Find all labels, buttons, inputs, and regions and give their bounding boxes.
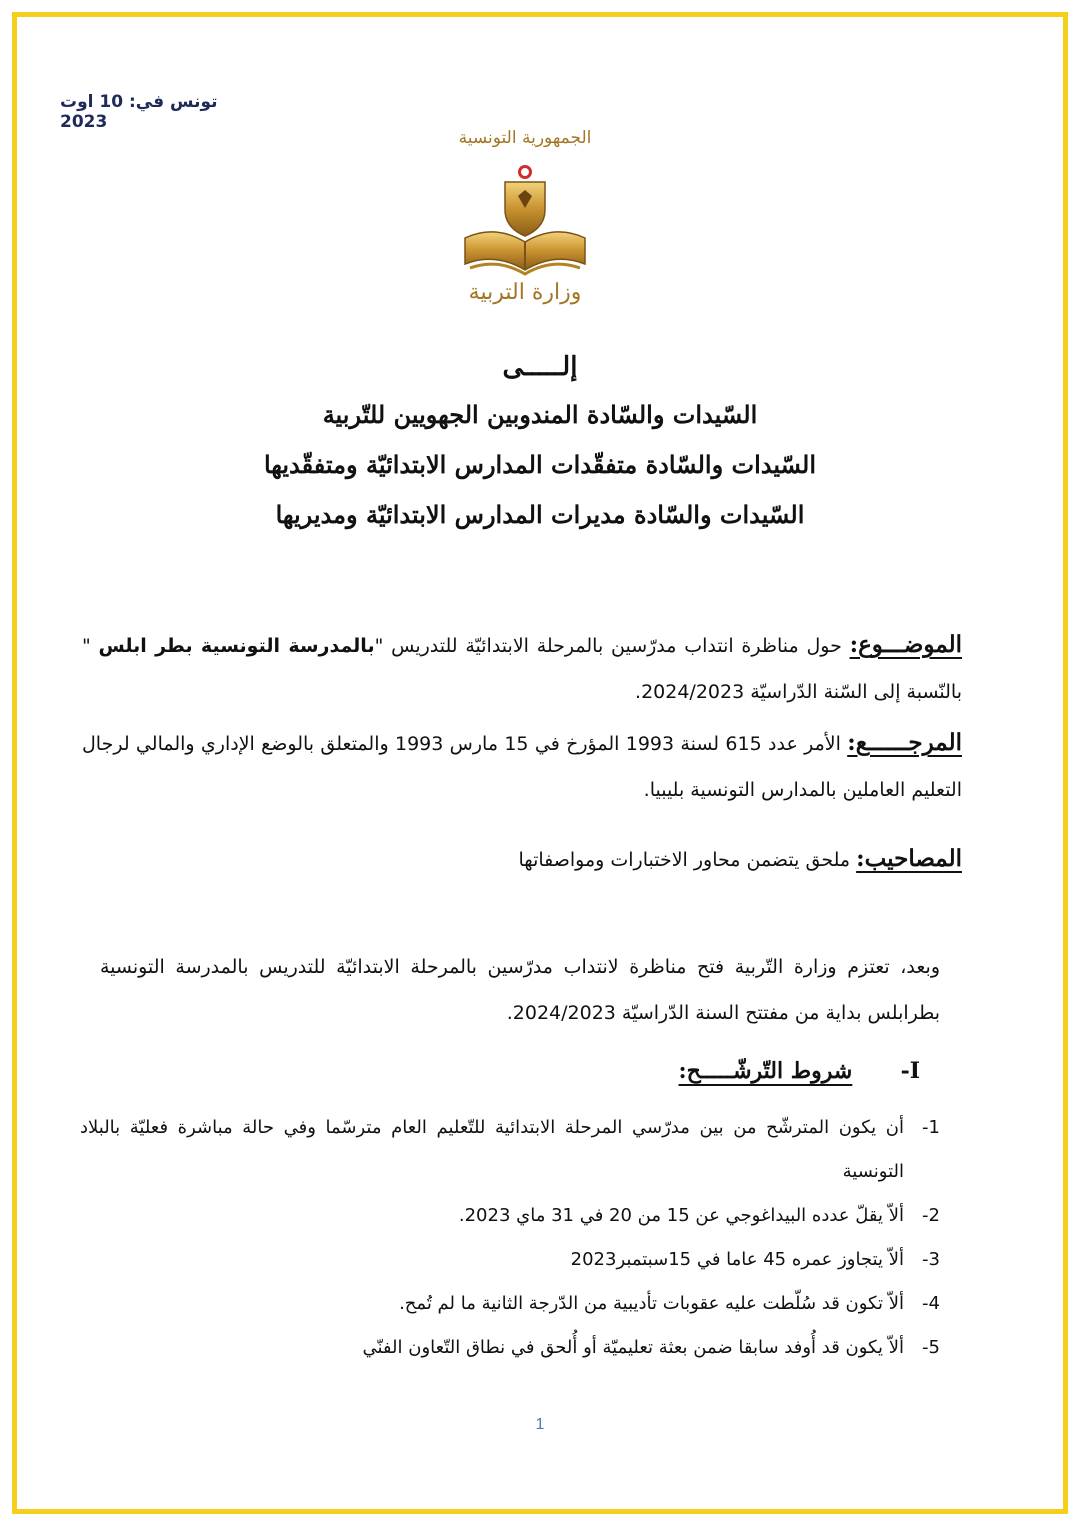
list-item [80, 1238, 940, 1282]
list-item [80, 1194, 940, 1238]
subject-paragraph [82, 622, 962, 715]
subject-label: الموضـــوع: [849, 631, 963, 658]
condition-text: ألاّ يتجاوز عمره 45 عاما في 15سبتمبر2023 [570, 1249, 904, 1270]
addressee-line-3: السّيدات والسّادة مديرات المدارس الابتدائيّة ومديريها [275, 500, 805, 529]
addressees-to: إلـــــى [502, 352, 578, 382]
condition-text: ألاّ تكون قد سُلّطت عليه عقوبات تأديبية من الدّرجة الثانية ما لم تُمح. [399, 1293, 904, 1314]
addressee-line-2: السّيدات والسّادة متفقّدات المدارس الابتدائيّة ومتفقّديها [263, 450, 817, 479]
date-label: تونس في: [129, 92, 218, 112]
list-item [80, 1282, 940, 1326]
subject-text-bold: بالمدرسة التونسية بطر ابلس [98, 635, 375, 657]
reference-paragraph [82, 720, 962, 813]
document-date [60, 92, 260, 132]
subject-text-part2: " بالنّسبة إلى السّنة الدّراسيّة 2024/2023. [82, 635, 962, 703]
attachments-label: المصاحيب: [856, 845, 962, 872]
section-title: شروط التّرشّـــــح: [678, 1058, 853, 1084]
attachments-paragraph [82, 836, 962, 883]
condition-number: 4- [922, 1293, 940, 1314]
list-item [80, 1106, 940, 1194]
page-number: 1 [535, 1416, 545, 1433]
subject-text-part1: حول مناظرة انتداب مدرّسين بالمرحلة الابتدائيّة للتدريس " [374, 635, 842, 657]
condition-number: 2- [922, 1205, 940, 1226]
addressee-line-1: السّيدات والسّادة المندوبين الجهويين للتّربية [322, 400, 758, 429]
condition-text: ألاّ يقلّ عدده البيداغوجي عن 15 من 20 في 31 ماي 2023. [458, 1205, 904, 1226]
section-heading [520, 1058, 920, 1084]
condition-text: ألاّ يكون قد أُوفد سابقا ضمن بعثة تعليميّة أو أُلحق في نطاق التّعاون الفنّي [362, 1337, 904, 1358]
reference-text: الأمر عدد 615 لسنة 1993 المؤرخ في 15 مارس 1993 والمتعلق بالوضع الإداري والمالي لرجال التعليم العاملين بالمدارس التونسية بليبيا. [82, 733, 962, 801]
condition-number: 5- [922, 1337, 940, 1358]
list-item [80, 1326, 940, 1370]
condition-text: أن يكون المترشّح من بين مدرّسي المرحلة الابتدائية للتّعليم العام مترسّما وفي حالة مباشرة فعليّة بالبلاد التونسية [80, 1117, 904, 1182]
republic-name: الجمهورية التونسية [458, 128, 592, 148]
conditions-list [80, 1106, 940, 1370]
body-paragraph: وبعد، تعتزم وزارة التّربية فتح مناظرة لانتداب مدرّسين بالمرحلة الابتدائيّة للتدريس بالمدرسة التونسية بطرابلس بداية من مفتتح السنة الدّراسيّة 2024/2023. [100, 956, 940, 1024]
ministry-name: وزارة التربية [468, 280, 582, 305]
condition-number: 3- [922, 1249, 940, 1270]
emblem-book-shield-icon [460, 158, 590, 278]
condition-number: 1- [922, 1117, 940, 1138]
reference-label: المرجــــــع: [847, 729, 962, 756]
ministry-emblem [440, 128, 610, 318]
attachments-text: ملحق يتضمن محاور الاختبارات ومواصفاتها [518, 849, 851, 871]
date-value: 10 اوت 2023 [60, 92, 124, 132]
section-number: I- [900, 1058, 920, 1084]
